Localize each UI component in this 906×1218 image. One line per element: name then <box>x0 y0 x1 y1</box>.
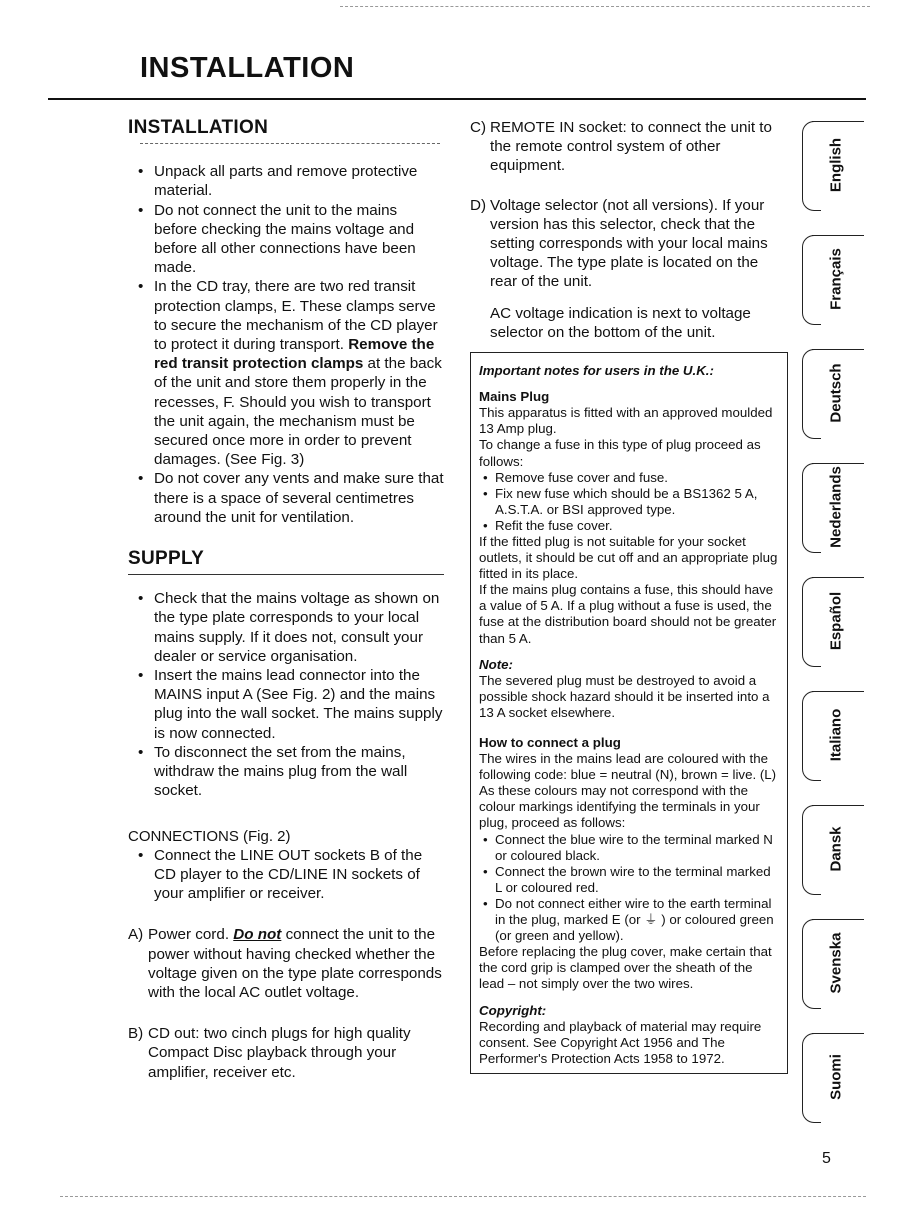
item-a-label: A) <box>128 926 144 944</box>
connections-heading: CONNECTIONS (Fig. 2) <box>128 827 291 845</box>
connections-list <box>128 846 444 904</box>
tab-deutsch[interactable] <box>800 343 864 443</box>
item-d-text-2: AC voltage indication is next to voltage selector on the bottom of the unit. <box>490 304 751 341</box>
list-item-text: In the CD tray, there are two red transit protection clamps, E. These clamps serve to secure the mechanism of the CD player to protect it during transport. <box>154 278 438 354</box>
item-a <box>128 925 444 1002</box>
tab-dansk[interactable] <box>800 799 864 899</box>
tab-bracket <box>802 577 821 667</box>
uk-notes-title: Important notes for users in the U.K.: <box>479 363 714 379</box>
tab-label: Suomi <box>827 1054 845 1100</box>
list-item: • Check that the mains voltage as shown on the type plate corresponds to your local mains supply. If it does not, consult your dealer or service organisation. <box>128 589 444 666</box>
copyright-heading: Copyright: <box>479 1002 547 1018</box>
tab-bracket <box>802 349 821 439</box>
item-c-text: REMOTE IN socket: to connect the unit to the remote control system of other equipment. <box>490 119 772 175</box>
tab-bracket <box>802 805 821 895</box>
list-item: • Connect the brown wire to the terminal marked L or coloured red. <box>479 864 779 896</box>
how-to-heading: How to connect a plug <box>479 735 621 750</box>
tab-bracket <box>802 1033 821 1123</box>
list-item <box>128 277 444 469</box>
copyright-text: Recording and playback of material may require consent. See Copyright Act 1956 and The Performer's Protection Acts 1958 to 1972. <box>479 1018 762 1066</box>
note-heading: Note: <box>479 656 513 672</box>
list-item: • To disconnect the set from the mains, withdraw the mains plug from the wall socket. <box>128 743 444 801</box>
page-title: INSTALLATION <box>140 52 355 84</box>
item-d <box>470 196 788 342</box>
tab-espanol[interactable] <box>800 571 864 671</box>
tab-label: English <box>827 137 845 193</box>
installation-list <box>128 162 444 527</box>
right-column <box>470 118 788 1074</box>
list-item: • Insert the mains lead connector into the MAINS input A (See Fig. 2) and the mains plug into the wall socket. The mains supply is now connected. <box>128 666 444 743</box>
title-rule <box>48 98 866 100</box>
fuse-value-text: If the mains plug contains a fuse, this should have a value of 5 A. If a plug without a fuse is used, the fuse at the distribution board should not be greater than 5 A. <box>479 582 777 646</box>
item-a-text-rest: connect the unit to the power without having checked whether the voltage given on the type plate corresponds with the local AC outlet voltage. <box>148 926 442 1001</box>
installation-heading: INSTALLATION <box>128 117 269 138</box>
tab-label: Deutsch <box>827 363 845 423</box>
mains-plug-text-2: To change a fuse in this type of plug proceed as follows: <box>479 437 761 469</box>
list-item: • Remove fuse cover and fuse. <box>479 470 779 486</box>
item-a-text: Power cord. <box>148 926 234 944</box>
scan-artifact-top <box>340 6 870 7</box>
do-not-emphasis: Do not <box>233 926 282 944</box>
list-item: • Fix new fuse which should be a BS1362 5 A, A.S.T.A. or BSI approved type. <box>479 486 779 518</box>
uk-notes-box <box>470 352 788 1074</box>
installation-rule <box>140 143 440 144</box>
how-to-text: The wires in the mains lead are coloured with the following code: blue = neutral (N), brown = live. (L) <box>479 751 777 783</box>
tab-label: Español <box>827 591 845 651</box>
page-number: 5 <box>822 1150 831 1167</box>
mains-plug-text: This apparatus is fitted with an approved moulded 13 Amp plug. <box>479 405 773 437</box>
warning-bold: Remove the red transit protection clamps <box>154 336 435 373</box>
how-to-text-2: As these colours may not correspond with the colour markings identifying the terminals in your plug, proceed as follows: <box>479 783 760 831</box>
tab-bracket <box>802 919 821 1009</box>
tab-suomi[interactable] <box>800 1027 864 1127</box>
tab-label: Dansk <box>827 826 845 872</box>
scan-artifact-bottom <box>60 1196 866 1197</box>
list-item-text: at the back of the unit and store them properly in the recesses, F. Should you wish to transport the unit again, the mechanism must be secured once more in order to prevent damages. (See Fig. 3) <box>154 355 442 469</box>
supply-rule <box>128 574 444 575</box>
list-item: • Do not connect either wire to the earth terminal in the plug, marked E (or ⏚ ) or coloured green (or green and yellow). <box>479 896 779 944</box>
language-tabs <box>800 115 870 1135</box>
wiring-steps <box>479 832 779 945</box>
supply-list <box>128 589 444 800</box>
tab-bracket <box>802 235 821 325</box>
tab-label: Nederlands <box>827 466 845 548</box>
tab-bracket <box>802 691 821 781</box>
list-item: • Do not cover any vents and make sure that there is a space of several centimetres around the unit for ventilation. <box>128 469 444 527</box>
tab-english[interactable] <box>800 115 864 215</box>
fuse-steps <box>479 470 779 534</box>
how-to-text-3: Before replacing the plug cover, make certain that the cord grip is clamped over the sheath of the lead – not simply over the two wires. <box>479 944 772 992</box>
plug-replace-text: If the fitted plug is not suitable for your socket outlets, it should be cut off and an appropriate plug fitted in its place. <box>479 533 778 582</box>
note-text: The severed plug must be destroyed to avoid a possible shock hazard should it be inserted into a 13 A socket elsewhere. <box>479 672 770 720</box>
tab-francais[interactable] <box>800 229 864 329</box>
tab-bracket <box>802 463 821 553</box>
tab-label: Svenska <box>827 932 845 994</box>
item-b <box>128 1024 444 1082</box>
tab-label: Italiano <box>827 708 845 762</box>
item-d-text: Voltage selector (not all versions). If your version has this selector, check that the setting corresponds with your local mains voltage. The type plate is located on the rear of the unit. <box>490 196 768 291</box>
list-item: • Connect the LINE OUT sockets B of the CD player to the CD/LINE IN sockets of your amplifier or receiver. <box>128 846 444 904</box>
tab-label: Français <box>827 248 845 310</box>
supply-heading: SUPPLY <box>128 548 205 570</box>
item-c-label: C) <box>470 119 487 136</box>
item-b-text: CD out: two cinch plugs for high quality Compact Disc playback through your amplifier, receiver etc. <box>148 1025 411 1081</box>
left-column <box>128 118 444 1082</box>
tab-italiano[interactable] <box>800 685 864 785</box>
item-d-label: D) <box>470 196 487 214</box>
tab-svenska[interactable] <box>800 913 864 1013</box>
mains-plug-heading: Mains Plug <box>479 389 550 405</box>
item-c <box>470 118 788 176</box>
list-item: • Do not connect the unit to the mains before checking the mains voltage and before all other connections have been made. <box>128 201 444 278</box>
tab-nederlands[interactable] <box>800 457 864 557</box>
tab-bracket <box>802 121 821 211</box>
list-item: • Connect the blue wire to the terminal marked N or coloured black. <box>479 832 779 864</box>
list-item: • Unpack all parts and remove protective material. <box>128 162 444 200</box>
item-b-label: B) <box>128 1025 144 1043</box>
list-item: • Refit the fuse cover. <box>479 518 779 534</box>
